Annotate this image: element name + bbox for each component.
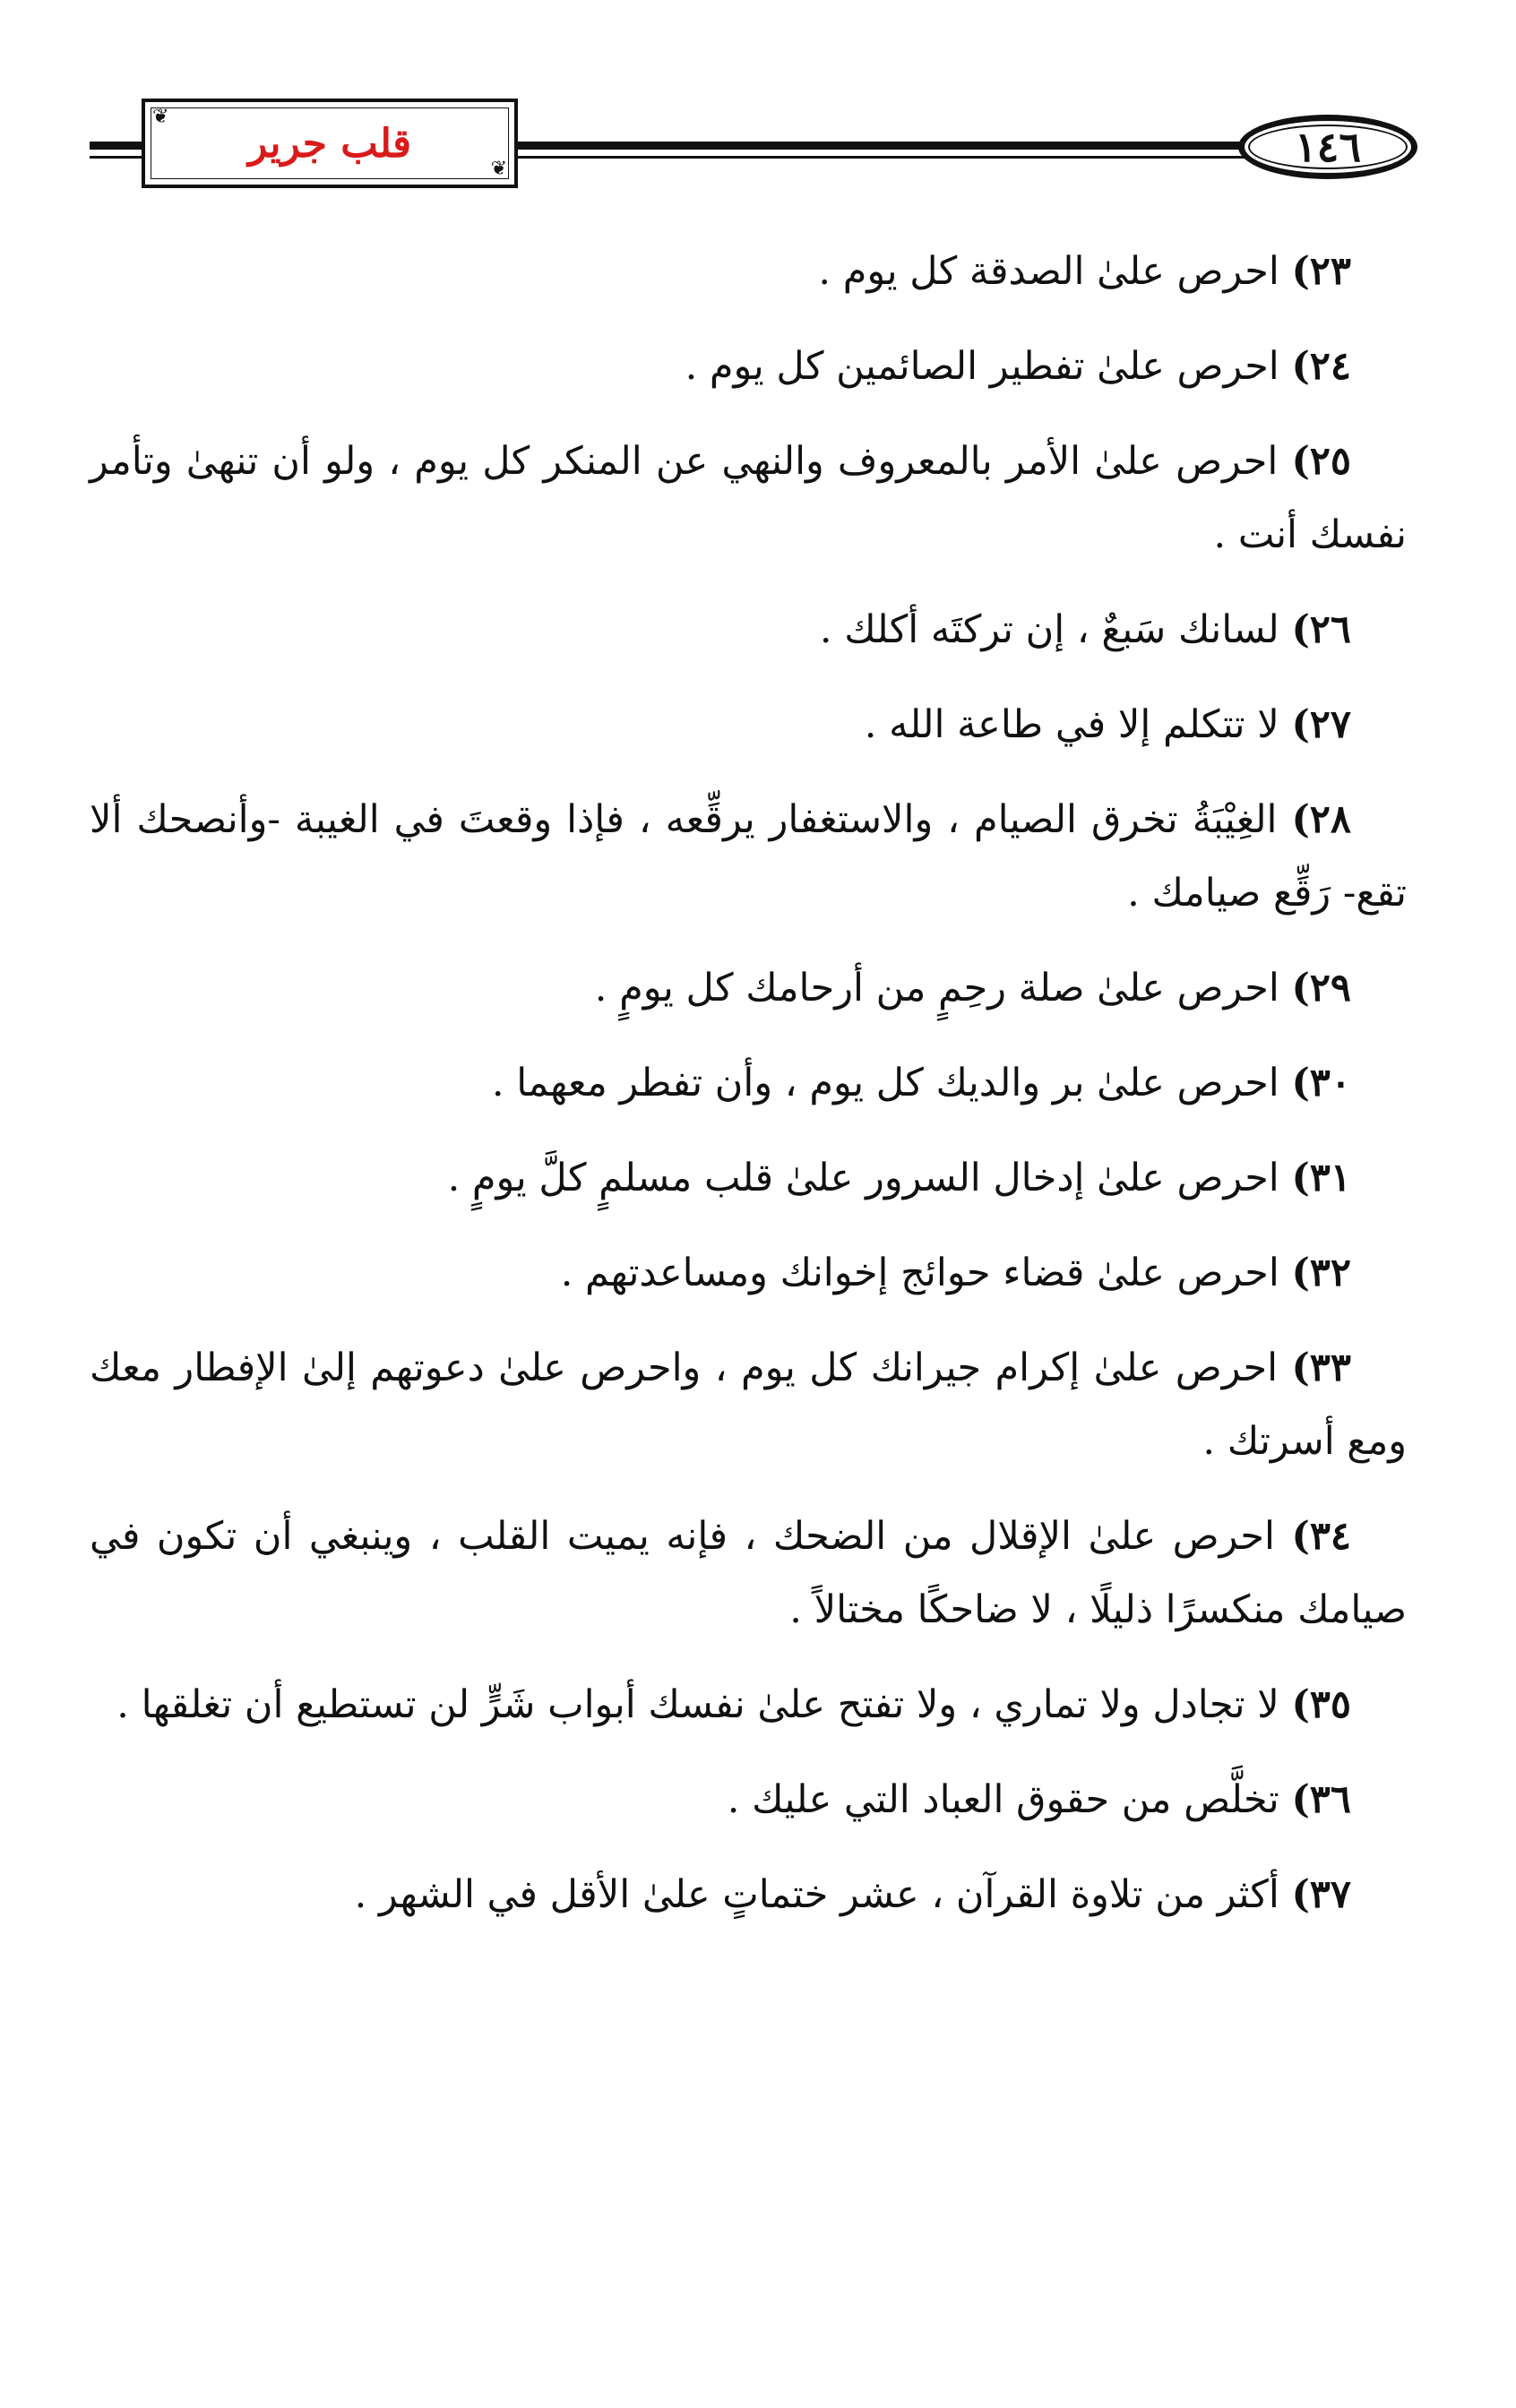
list-item [90,1331,1407,1478]
item-text: احرص علىٰ الإقلال من الضحك ، فإنه يميت القلب ، وينبغي أن تكون في صيامك منكسرًا ذليلًا ، لا ضاحكًا مختالاً . [90,1514,1407,1632]
list-item [90,425,1407,572]
list-item [90,688,1407,761]
list-item [90,330,1407,403]
item-text: أكثر من تلاوة القرآن ، عشر ختماتٍ علىٰ الأقل في الشهر . [354,1872,1279,1917]
item-number: ٣٦) [1291,1777,1351,1822]
item-number: ٣٢) [1291,1251,1351,1295]
item-number: ٢٩) [1291,966,1351,1010]
item-text: الغِيْبَةُ تخرق الصيام ، والاستغفار يرقِّعه ، فإذا وقعتَ في الغيبة -وأنصحك ألا تقع- رَقِّع صيامك . [90,797,1407,916]
item-number: ٢٣) [1291,249,1351,294]
list-item [90,1236,1407,1310]
list-item [90,1858,1407,1931]
item-text: تخلَّص من حقوق العباد التي عليك . [727,1777,1279,1822]
item-text: لا تتكلم إلا في طاعة الله . [864,702,1279,747]
item-number: ٣٠) [1291,1061,1351,1105]
list-item [90,593,1407,666]
item-text: احرص علىٰ الأمر بالمعروف والنهي عن المنكر كل يوم ، ولو أن تنهىٰ وتأمر نفسك أنت . [90,439,1407,557]
page-number: ١٤٦ [1238,115,1417,179]
body-text [90,235,1407,1953]
list-item [90,1668,1407,1742]
item-text: احرص علىٰ تفطير الصائمين كل يوم . [685,344,1279,389]
list-item [90,1500,1407,1647]
item-number: ٢٥) [1291,439,1351,484]
list-item [90,1046,1407,1120]
item-text: احرص علىٰ قضاء حوائج إخوانك ومساعدتهم . [560,1251,1279,1295]
list-item [90,951,1407,1025]
item-number: ٣٣) [1291,1346,1351,1390]
item-number: ٣٧) [1291,1872,1351,1917]
item-number: ٣٥) [1291,1682,1351,1727]
item-text: احرص علىٰ صلة رحِمٍ من أرحامك كل يومٍ . [594,966,1279,1010]
item-text: احرص علىٰ إدخال السرور علىٰ قلب مسلمٍ كلَّ يومٍ . [447,1156,1279,1200]
list-item [90,783,1407,930]
item-text: لا تجادل ولا تماري ، ولا تفتح علىٰ نفسك أبواب شَرٍّ لن تستطيع أن تغلقها . [116,1682,1279,1727]
item-text: لسانك سَبعٌ ، إن تركتَه أكلك . [819,607,1279,652]
list-item [90,235,1407,308]
item-text: احرص علىٰ إكرام جيرانك كل يوم ، واحرص علىٰ دعوتهم إلىٰ الإفطار معك ومع أسرتك . [90,1346,1407,1464]
item-text: احرص علىٰ الصدقة كل يوم . [818,249,1279,294]
item-number: ٢٦) [1291,607,1351,652]
item-number: ٣٤) [1291,1514,1352,1559]
item-text: احرص علىٰ بر والديك كل يوم ، وأن تفطر معهما . [491,1061,1279,1105]
item-number: ٢٤) [1291,344,1351,389]
running-title-box [142,99,518,188]
item-number: ٢٧) [1291,702,1351,747]
ornament-icon: ❦ [490,158,507,180]
running-title: قلب جرير [247,120,412,167]
list-item [90,1763,1407,1836]
ornament-icon: ❦ [152,106,169,128]
item-number: ٣١) [1291,1156,1351,1200]
list-item [90,1141,1407,1215]
item-number: ٢٨) [1291,797,1351,842]
